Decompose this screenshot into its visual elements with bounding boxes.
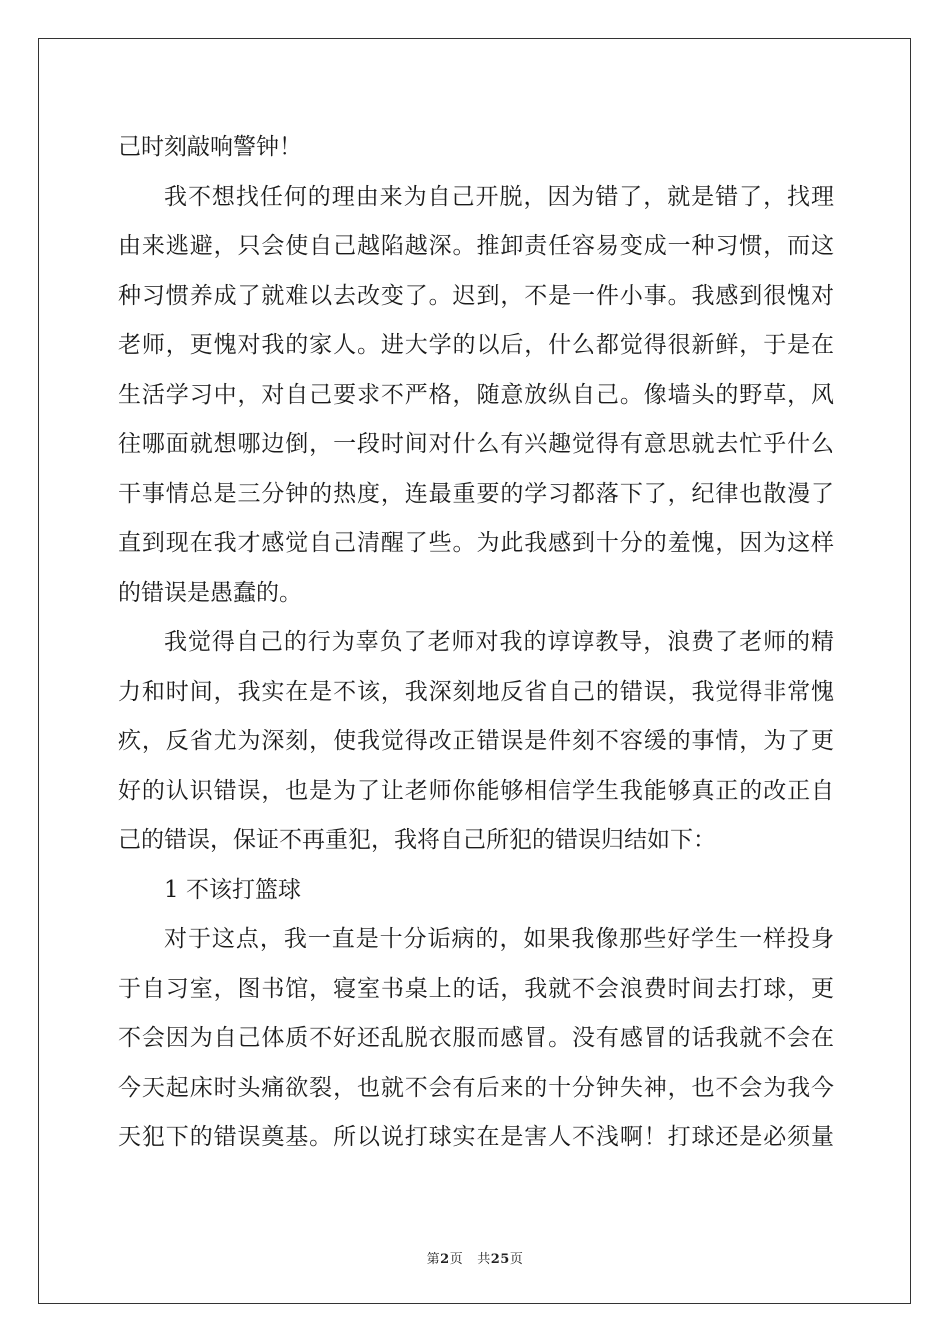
text-line: 不会因为自己体质不好还乱脱衣服而感冒。没有感冒的话我就不会在 <box>118 1025 834 1051</box>
text-line: 对于这点，我一直是十分诟病的，如果我像那些好学生一样投身 <box>164 926 834 952</box>
document-body <box>118 130 834 1170</box>
text-line: 由来逃避，只会使自己越陷越深。推卸责任容易变成一种习惯，而这 <box>118 233 834 259</box>
text-line: 疚，反省尤为深刻，使我觉得改正错误是件刻不容缓的事情，为了更 <box>118 728 834 754</box>
text-line: 己的错误，保证不再重犯，我将自己所犯的错误归结如下： <box>118 827 716 853</box>
page-label-suffix: 页 <box>449 1252 464 1267</box>
text-line: 今天起床时头痛欲裂，也就不会有后来的十分钟失神，也不会为我今 <box>118 1074 834 1101</box>
text-line: 己时刻敲响警钟！ <box>118 134 302 160</box>
text-line: 好的认识错误，也是为了让老师你能够相信学生我能够真正的改正自 <box>118 777 834 804</box>
text-line: 生活学习中，对自己要求不严格，随意放纵自己。像墙头的野草，风 <box>118 381 834 408</box>
text-line: 力和时间，我实在是不该，我深刻地反省自己的错误，我觉得非常愧 <box>118 678 834 705</box>
text-line: 干事情总是三分钟的热度，连最重要的学习都落下了，纪律也散漫了 <box>118 480 834 507</box>
total-label-prefix: 共 <box>477 1252 491 1267</box>
text-line: 往哪面就想哪边倒，一段时间对什么有兴趣觉得有意思就去忙乎什么 <box>118 431 834 457</box>
page-footer <box>0 1248 950 1267</box>
total-page-count: 25 <box>490 1252 510 1267</box>
page-label-prefix: 第 <box>426 1252 441 1267</box>
text-line: 1 不该打篮球 <box>164 876 301 903</box>
text-line: 老师，更愧对我的家人。进大学的以后，什么都觉得很新鲜，于是在 <box>118 332 834 358</box>
total-label-suffix: 页 <box>509 1252 524 1267</box>
text-line: 的错误是愚蠢的。 <box>118 579 302 606</box>
text-line: 天犯下的错误奠基。所以说打球实在是害人不浅啊！打球还是必须量 <box>118 1124 834 1150</box>
text-line: 我不想找任何的理由来为自己开脱，因为错了，就是错了，找理 <box>164 183 834 210</box>
current-page-number: 2 <box>440 1252 450 1267</box>
text-line: 直到现在我才感觉自己清醒了些。为此我感到十分的羞愧，因为这样 <box>118 530 834 556</box>
text-line: 于自习室，图书馆，寝室书桌上的话，我就不会浪费时间去打球，更 <box>118 975 834 1002</box>
text-line: 我觉得自己的行为辜负了老师对我的谆谆教导，浪费了老师的精 <box>164 629 834 655</box>
text-line: 种习惯养成了就难以去改变了。迟到，不是一件小事。我感到很愧对 <box>118 282 834 309</box>
